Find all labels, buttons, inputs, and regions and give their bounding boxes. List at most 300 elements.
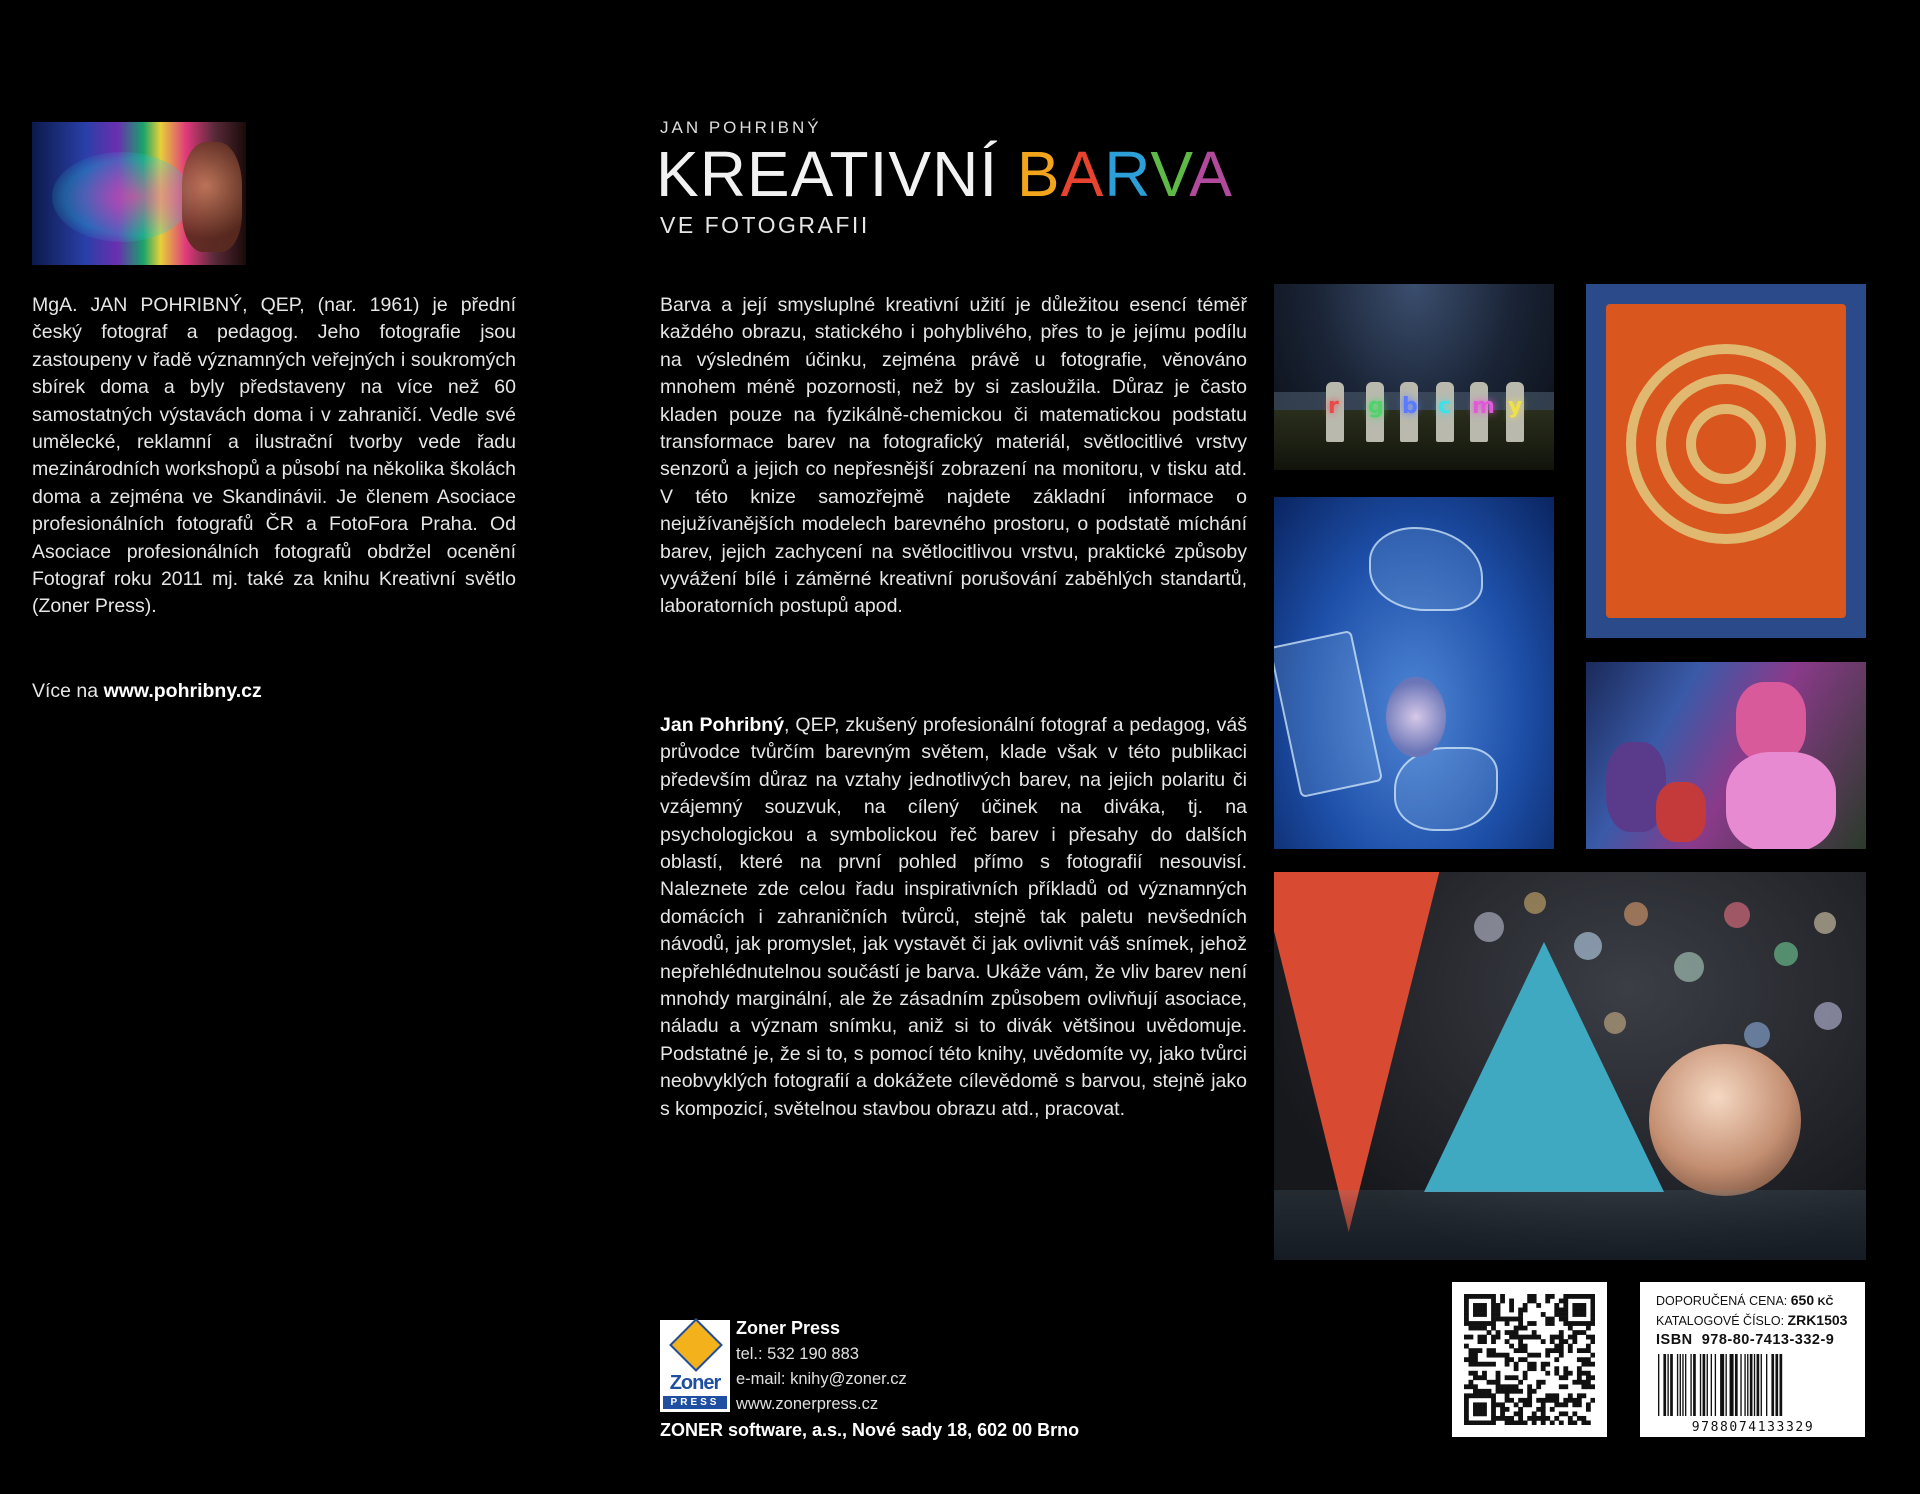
qr-module bbox=[1581, 1294, 1586, 1299]
qr-module bbox=[1581, 1308, 1586, 1313]
qr-module bbox=[1590, 1299, 1595, 1304]
qr-module bbox=[1514, 1402, 1519, 1407]
qr-module bbox=[1478, 1375, 1483, 1380]
qr-module bbox=[1491, 1335, 1496, 1340]
qr-module bbox=[1577, 1416, 1582, 1421]
barcode-bar bbox=[1761, 1354, 1762, 1416]
qr-module bbox=[1496, 1416, 1501, 1421]
qr-module bbox=[1464, 1407, 1469, 1412]
qr-module bbox=[1473, 1348, 1478, 1353]
qr-module bbox=[1482, 1321, 1487, 1326]
qr-module bbox=[1518, 1317, 1523, 1322]
qr-module bbox=[1487, 1420, 1492, 1425]
qr-module bbox=[1478, 1362, 1483, 1367]
qr-module bbox=[1532, 1294, 1537, 1299]
qr-module bbox=[1464, 1317, 1469, 1322]
qr-module bbox=[1577, 1375, 1582, 1380]
qr-module bbox=[1473, 1389, 1478, 1394]
barcode-bar bbox=[1693, 1354, 1696, 1416]
barcode-bar bbox=[1720, 1354, 1724, 1416]
qr-module bbox=[1478, 1407, 1483, 1412]
qr-module bbox=[1482, 1402, 1487, 1407]
qr-module bbox=[1523, 1344, 1528, 1349]
qr-module bbox=[1559, 1344, 1564, 1349]
qr-module bbox=[1568, 1321, 1573, 1326]
qr-module bbox=[1586, 1375, 1591, 1380]
qr-module bbox=[1469, 1362, 1474, 1367]
qr-module bbox=[1577, 1380, 1582, 1385]
barcode-bar bbox=[1700, 1354, 1701, 1416]
qr-module bbox=[1523, 1357, 1528, 1362]
qr-module bbox=[1590, 1317, 1595, 1322]
qr-module bbox=[1464, 1393, 1469, 1398]
price-line bbox=[1656, 1292, 1834, 1308]
qr-module bbox=[1532, 1335, 1537, 1340]
website-prefix: Více na bbox=[32, 680, 99, 702]
qr-module bbox=[1509, 1299, 1514, 1304]
qr-module bbox=[1590, 1398, 1595, 1403]
qr-module bbox=[1473, 1312, 1478, 1317]
qr-module bbox=[1500, 1416, 1505, 1421]
qr-module bbox=[1586, 1362, 1591, 1367]
qr-module bbox=[1482, 1308, 1487, 1313]
qr-module bbox=[1509, 1357, 1514, 1362]
qr-module bbox=[1496, 1389, 1501, 1394]
qr-module bbox=[1518, 1321, 1523, 1326]
qr-module bbox=[1496, 1308, 1501, 1313]
barcode-number: 9788074133329 bbox=[1691, 1420, 1815, 1435]
qr-module bbox=[1581, 1380, 1586, 1385]
qr-module bbox=[1568, 1294, 1573, 1299]
qr-module bbox=[1496, 1303, 1501, 1308]
qr-module bbox=[1509, 1335, 1514, 1340]
qr-module bbox=[1590, 1335, 1595, 1340]
qr-module bbox=[1572, 1398, 1577, 1403]
qr-module bbox=[1586, 1380, 1591, 1385]
qr-module bbox=[1541, 1398, 1546, 1403]
qr-module bbox=[1491, 1411, 1496, 1416]
qr-module bbox=[1464, 1294, 1469, 1299]
qr-module bbox=[1550, 1321, 1555, 1326]
qr-module bbox=[1532, 1353, 1537, 1358]
qr-module bbox=[1554, 1348, 1559, 1353]
qr-module bbox=[1563, 1398, 1568, 1403]
qr-module bbox=[1559, 1375, 1564, 1380]
qr-module bbox=[1505, 1339, 1510, 1344]
qr-module bbox=[1541, 1416, 1546, 1421]
qr-module bbox=[1523, 1375, 1528, 1380]
qr-module bbox=[1590, 1294, 1595, 1299]
qr-module bbox=[1527, 1362, 1532, 1367]
qr-module bbox=[1541, 1407, 1546, 1412]
qr-module bbox=[1482, 1420, 1487, 1425]
qr-module bbox=[1491, 1393, 1496, 1398]
qr-module bbox=[1545, 1416, 1550, 1421]
qr-module bbox=[1518, 1344, 1523, 1349]
barcode-bar bbox=[1658, 1354, 1659, 1416]
qr-module bbox=[1559, 1411, 1564, 1416]
qr-module bbox=[1487, 1353, 1492, 1358]
qr-module bbox=[1590, 1362, 1595, 1367]
qr-module bbox=[1500, 1294, 1505, 1299]
qr-module bbox=[1487, 1380, 1492, 1385]
qr-module bbox=[1491, 1294, 1496, 1299]
qr-module bbox=[1509, 1416, 1514, 1421]
qr-module bbox=[1509, 1420, 1514, 1425]
qr-module bbox=[1527, 1366, 1532, 1371]
qr-module bbox=[1514, 1411, 1519, 1416]
qr-module bbox=[1496, 1380, 1501, 1385]
qr-module bbox=[1568, 1326, 1573, 1331]
qr-module bbox=[1505, 1330, 1510, 1335]
qr-module bbox=[1523, 1371, 1528, 1376]
qr-module bbox=[1550, 1348, 1555, 1353]
qr-module bbox=[1572, 1335, 1577, 1340]
catalog-line bbox=[1656, 1312, 1847, 1328]
qr-module bbox=[1568, 1371, 1573, 1376]
qr-module bbox=[1478, 1339, 1483, 1344]
barcode-bar bbox=[1707, 1354, 1708, 1416]
qr-module bbox=[1559, 1402, 1564, 1407]
publisher-tel: tel.: 532 190 883 bbox=[736, 1345, 859, 1363]
qr-module bbox=[1572, 1420, 1577, 1425]
qr-module bbox=[1550, 1407, 1555, 1412]
qr-module bbox=[1527, 1416, 1532, 1421]
qr-module bbox=[1464, 1402, 1469, 1407]
qr-module bbox=[1518, 1389, 1523, 1394]
qr-module bbox=[1500, 1353, 1505, 1358]
barcode-bar bbox=[1703, 1354, 1706, 1416]
qr-module bbox=[1509, 1398, 1514, 1403]
qr-module bbox=[1559, 1317, 1564, 1322]
barcode-bar bbox=[1780, 1354, 1783, 1416]
qr-module bbox=[1469, 1348, 1474, 1353]
qr-module bbox=[1464, 1357, 1469, 1362]
qr-module bbox=[1496, 1353, 1501, 1358]
qr-module bbox=[1487, 1294, 1492, 1299]
qr-module bbox=[1491, 1317, 1496, 1322]
qr-module bbox=[1586, 1294, 1591, 1299]
qr-module bbox=[1505, 1398, 1510, 1403]
photo-letter-b: b bbox=[1402, 394, 1418, 419]
qr-module bbox=[1491, 1402, 1496, 1407]
qr-module bbox=[1496, 1330, 1501, 1335]
qr-module bbox=[1514, 1317, 1519, 1322]
photo-rgbcmy-figures bbox=[1274, 284, 1554, 470]
barcode-bar bbox=[1670, 1354, 1673, 1416]
qr-module bbox=[1514, 1366, 1519, 1371]
qr-module bbox=[1509, 1330, 1514, 1335]
qr-module bbox=[1527, 1321, 1532, 1326]
qr-module bbox=[1469, 1393, 1474, 1398]
qr-module bbox=[1482, 1339, 1487, 1344]
qr-module bbox=[1545, 1321, 1550, 1326]
barcode-bar bbox=[1747, 1354, 1748, 1416]
qr-module bbox=[1590, 1339, 1595, 1344]
qr-module bbox=[1527, 1384, 1532, 1389]
qr-module bbox=[1509, 1308, 1514, 1313]
qr-module bbox=[1478, 1411, 1483, 1416]
qr-module bbox=[1482, 1407, 1487, 1412]
author-name-bold: Jan Pohribný bbox=[660, 714, 785, 736]
qr-module bbox=[1532, 1330, 1537, 1335]
qr-module bbox=[1563, 1339, 1568, 1344]
qr-module bbox=[1554, 1402, 1559, 1407]
qr-module bbox=[1554, 1303, 1559, 1308]
qr-module bbox=[1473, 1321, 1478, 1326]
qr-module bbox=[1514, 1389, 1519, 1394]
qr-module bbox=[1550, 1294, 1555, 1299]
author-bio: MgA. JAN POHRIBNÝ, QEP, (nar. 1961) je přední český fotograf a pedagog. Jeho fotografie jsou zastoupeny v řadě významných veřejných i soukromých sbírek doma a byly představeny na více než 60 samostatných výstavách doma i v zahraničí. Vedle své umělecké, reklamní a ilustrační tvorby vede řadu mezinárodních workshopů a působí na několika školách doma a zejména ve Skandinávii. Je členem Asociace profesionálních fotografů ČR a FotoFora Praha. Od Asociace profesionálních fotografů obdržel ocenění Fotograf roku 2011 mj. také za knihu Kreativní světlo (Zoner Press). bbox=[32, 294, 516, 618]
qr-module bbox=[1491, 1303, 1496, 1308]
qr-module bbox=[1500, 1407, 1505, 1412]
qr-module bbox=[1563, 1294, 1568, 1299]
book-subtitle: VE FOTOGRAFII bbox=[660, 212, 870, 238]
price-label: DOPORUČENÁ CENA: bbox=[1656, 1294, 1788, 1308]
qr-module bbox=[1491, 1416, 1496, 1421]
photo-glass-figure bbox=[1274, 497, 1554, 849]
qr-module bbox=[1514, 1326, 1519, 1331]
qr-module bbox=[1473, 1420, 1478, 1425]
qr-module bbox=[1586, 1321, 1591, 1326]
qr-module bbox=[1572, 1303, 1577, 1308]
qr-module bbox=[1469, 1357, 1474, 1362]
qr-module bbox=[1586, 1402, 1591, 1407]
qr-module bbox=[1554, 1357, 1559, 1362]
qr-module bbox=[1478, 1321, 1483, 1326]
title-word-barva bbox=[1017, 138, 1233, 210]
qr-module bbox=[1545, 1398, 1550, 1403]
publisher-name: Zoner Press bbox=[736, 1318, 841, 1338]
barcode-bar bbox=[1690, 1354, 1691, 1416]
qr-module bbox=[1577, 1402, 1582, 1407]
barcode-bar bbox=[1682, 1354, 1683, 1416]
qr-module bbox=[1572, 1411, 1577, 1416]
qr-module bbox=[1473, 1308, 1478, 1313]
qr-module bbox=[1482, 1411, 1487, 1416]
qr-module bbox=[1514, 1348, 1519, 1353]
qr-module bbox=[1464, 1308, 1469, 1313]
qr-module bbox=[1496, 1375, 1501, 1380]
qr-code bbox=[1452, 1282, 1607, 1437]
qr-module bbox=[1464, 1335, 1469, 1340]
publisher-email[interactable]: e-mail: knihy@zoner.cz bbox=[736, 1370, 907, 1388]
qr-module bbox=[1532, 1321, 1537, 1326]
qr-module bbox=[1577, 1357, 1582, 1362]
qr-module bbox=[1478, 1393, 1483, 1398]
qr-module bbox=[1581, 1420, 1586, 1425]
website-link[interactable]: www.pohribny.cz bbox=[103, 680, 262, 702]
qr-module bbox=[1473, 1303, 1478, 1308]
qr-module bbox=[1563, 1308, 1568, 1313]
qr-module bbox=[1478, 1402, 1483, 1407]
qr-module bbox=[1509, 1384, 1514, 1389]
qr-module bbox=[1541, 1366, 1546, 1371]
qr-module bbox=[1496, 1371, 1501, 1376]
qr-module bbox=[1559, 1384, 1564, 1389]
qr-module bbox=[1581, 1416, 1586, 1421]
author-website[interactable] bbox=[32, 680, 262, 703]
qr-module bbox=[1473, 1402, 1478, 1407]
qr-module bbox=[1563, 1402, 1568, 1407]
qr-module bbox=[1550, 1339, 1555, 1344]
qr-module bbox=[1532, 1420, 1537, 1425]
qr-module bbox=[1545, 1353, 1550, 1358]
title-word-kreativni: KREATIVNÍ bbox=[656, 138, 999, 210]
qr-module bbox=[1527, 1393, 1532, 1398]
qr-module bbox=[1464, 1312, 1469, 1317]
qr-module bbox=[1482, 1375, 1487, 1380]
barcode-bar bbox=[1750, 1354, 1753, 1416]
qr-module bbox=[1572, 1330, 1577, 1335]
qr-module bbox=[1581, 1357, 1586, 1362]
qr-module bbox=[1559, 1353, 1564, 1358]
qr-module bbox=[1469, 1384, 1474, 1389]
qr-module bbox=[1563, 1411, 1568, 1416]
title-letter-4: A bbox=[1189, 138, 1233, 210]
qr-module bbox=[1496, 1335, 1501, 1340]
qr-module bbox=[1500, 1384, 1505, 1389]
qr-module bbox=[1559, 1330, 1564, 1335]
qr-module bbox=[1518, 1398, 1523, 1403]
qr-module bbox=[1532, 1411, 1537, 1416]
qr-module bbox=[1568, 1420, 1573, 1425]
qr-module bbox=[1496, 1312, 1501, 1317]
qr-module bbox=[1527, 1389, 1532, 1394]
qr-module bbox=[1478, 1420, 1483, 1425]
qr-module bbox=[1469, 1294, 1474, 1299]
qr-module bbox=[1473, 1362, 1478, 1367]
qr-module bbox=[1464, 1420, 1469, 1425]
qr-module bbox=[1590, 1321, 1595, 1326]
qr-module bbox=[1527, 1353, 1532, 1358]
photo-letter-r: r bbox=[1328, 394, 1339, 419]
barcode-bar bbox=[1680, 1354, 1681, 1416]
qr-module bbox=[1469, 1420, 1474, 1425]
qr-module bbox=[1514, 1362, 1519, 1367]
qr-module bbox=[1491, 1398, 1496, 1403]
qr-module bbox=[1590, 1353, 1595, 1358]
qr-module bbox=[1532, 1362, 1537, 1367]
qr-module bbox=[1563, 1321, 1568, 1326]
qr-module bbox=[1523, 1398, 1528, 1403]
qr-module bbox=[1473, 1326, 1478, 1331]
qr-module bbox=[1478, 1326, 1483, 1331]
qr-module bbox=[1514, 1375, 1519, 1380]
qr-module bbox=[1586, 1326, 1591, 1331]
qr-module bbox=[1505, 1357, 1510, 1362]
qr-module bbox=[1478, 1348, 1483, 1353]
qr-module bbox=[1491, 1339, 1496, 1344]
publisher-address: ZONER software, a.s., Nové sady 18, 602 00 Brno bbox=[660, 1420, 1080, 1440]
qr-module bbox=[1545, 1348, 1550, 1353]
qr-module bbox=[1554, 1371, 1559, 1376]
qr-module bbox=[1581, 1312, 1586, 1317]
qr-module bbox=[1509, 1344, 1514, 1349]
qr-module bbox=[1518, 1357, 1523, 1362]
qr-module bbox=[1554, 1335, 1559, 1340]
title-letter-2: R bbox=[1104, 138, 1151, 210]
qr-module bbox=[1514, 1330, 1519, 1335]
qr-module bbox=[1563, 1303, 1568, 1308]
qr-module bbox=[1518, 1407, 1523, 1412]
barcode-bar bbox=[1740, 1354, 1741, 1416]
qr-module bbox=[1586, 1344, 1591, 1349]
qr-module bbox=[1586, 1420, 1591, 1425]
qr-module bbox=[1577, 1308, 1582, 1313]
price-currency: KČ bbox=[1817, 1296, 1834, 1308]
qr-module bbox=[1568, 1348, 1573, 1353]
author-photo bbox=[32, 122, 246, 265]
qr-module bbox=[1541, 1420, 1546, 1425]
qr-module bbox=[1500, 1402, 1505, 1407]
qr-module bbox=[1559, 1308, 1564, 1313]
logo-press: PRESS bbox=[663, 1396, 727, 1409]
barcode-bar bbox=[1730, 1354, 1734, 1416]
qr-module bbox=[1572, 1380, 1577, 1385]
qr-module bbox=[1523, 1348, 1528, 1353]
qr-module bbox=[1586, 1371, 1591, 1376]
qr-module bbox=[1473, 1384, 1478, 1389]
qr-module bbox=[1577, 1330, 1582, 1335]
qr-module bbox=[1563, 1371, 1568, 1376]
qr-module bbox=[1586, 1357, 1591, 1362]
qr-module bbox=[1581, 1330, 1586, 1335]
qr-module bbox=[1500, 1299, 1505, 1304]
qr-module bbox=[1518, 1308, 1523, 1313]
qr-module bbox=[1487, 1362, 1492, 1367]
qr-module bbox=[1568, 1398, 1573, 1403]
qr-module bbox=[1536, 1407, 1541, 1412]
qr-module bbox=[1550, 1335, 1555, 1340]
qr-module bbox=[1518, 1380, 1523, 1385]
qr-module bbox=[1518, 1416, 1523, 1421]
qr-module bbox=[1469, 1321, 1474, 1326]
qr-module bbox=[1482, 1389, 1487, 1394]
qr-module bbox=[1491, 1326, 1496, 1331]
qr-module bbox=[1527, 1294, 1532, 1299]
logo-word: Zoner bbox=[669, 1372, 721, 1394]
qr-module bbox=[1559, 1339, 1564, 1344]
qr-module bbox=[1577, 1348, 1582, 1353]
qr-module bbox=[1577, 1321, 1582, 1326]
qr-module bbox=[1491, 1353, 1496, 1358]
qr-module bbox=[1478, 1308, 1483, 1313]
qr-module bbox=[1572, 1312, 1577, 1317]
publisher-website[interactable]: www.zonerpress.cz bbox=[736, 1395, 879, 1413]
qr-module bbox=[1581, 1321, 1586, 1326]
catalog-label: KATALOGOVÉ ČÍSLO: bbox=[1656, 1314, 1785, 1328]
zoner-press-logo bbox=[660, 1320, 730, 1412]
barcode-bar bbox=[1711, 1354, 1712, 1416]
qr-module bbox=[1545, 1362, 1550, 1367]
qr-module bbox=[1550, 1398, 1555, 1403]
qr-module bbox=[1482, 1303, 1487, 1308]
qr-module bbox=[1541, 1402, 1546, 1407]
qr-module bbox=[1505, 1393, 1510, 1398]
qr-module bbox=[1536, 1353, 1541, 1358]
isbn-label: ISBN bbox=[1656, 1332, 1693, 1348]
qr-module bbox=[1505, 1375, 1510, 1380]
qr-module bbox=[1500, 1389, 1505, 1394]
qr-module bbox=[1527, 1299, 1532, 1304]
qr-module bbox=[1491, 1308, 1496, 1313]
qr-module bbox=[1568, 1393, 1573, 1398]
qr-module bbox=[1518, 1339, 1523, 1344]
qr-module bbox=[1469, 1335, 1474, 1340]
qr-module bbox=[1509, 1303, 1514, 1308]
qr-module bbox=[1469, 1371, 1474, 1376]
